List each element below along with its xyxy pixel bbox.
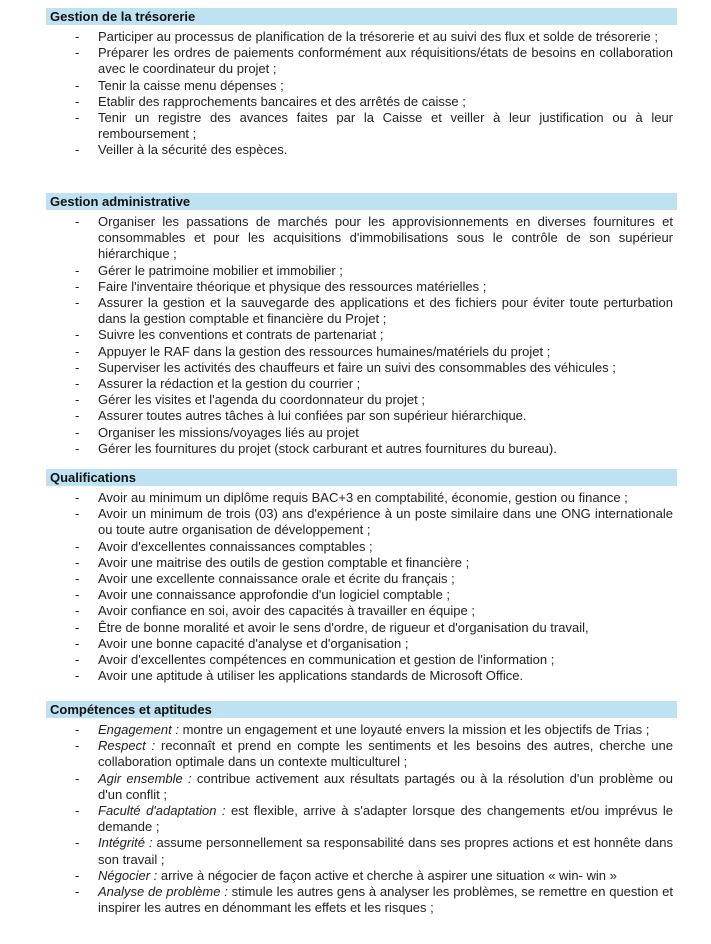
list-item: - Préparer les ordres de paiements conformément aux réquisitions/états de besoins en collaboration avec le coordinateur du projet ; [75,45,673,77]
list-item: - Faire l'inventaire théorique et physique des ressources matérielles ; [75,278,487,294]
bullet-list [0,29,711,159]
section-title: Gestion administrative [46,193,677,210]
item-term: Engagement : [98,722,179,737]
item-term: Négocier : [98,867,158,883]
bullet-list [0,214,711,457]
list-item: - Intégrité : assume personnellement sa responsabilité dans ses propres actions et est honnête dans son travail ; [75,835,673,867]
list-item: - Avoir un minimum de trois (03) ans d'expérience à un poste similaire dans une ONG internationale ou toute autre organisation de développement ; [75,506,673,538]
list-item: - Avoir d'excellentes connaissances comptables ; [75,538,373,554]
list-item: - Agir ensemble : contribue activement aux résultats partagés ou à la résolution d'un problème ou d'un conflit ; [75,770,673,802]
list-item: - Analyse de problème : stimule les autres gens à analyser les problèmes, se remettre en question et inspirer les autres en dénommant les effets et les risques ; [75,884,673,916]
item-term: Respect : [98,738,156,754]
list-item: - Organiser les passations de marchés pour les approvisionnements en diverses fournitures et consommables et pour les acquisitions d'immobilisations sous le contrôle de son supérieur hiérarchique ; [75,214,673,262]
list-item: - Assurer toutes autres tâches à lui confiées par son supérieur hiérarchique. [75,408,527,424]
bullet-list [0,490,711,684]
list-item: - Tenir la caisse menu dépenses ; [75,77,284,93]
section-title: Compétences et aptitudes [46,701,677,718]
section-title: Gestion de la trésorerie [46,8,677,25]
list-item: - Etablir des rapprochements bancaires et des arrêtés de caisse ; [75,93,466,109]
item-term: Intégrité : [98,835,153,851]
list-item: - Assurer la gestion et la sauvegarde des applications et des fichiers pour éviter toute perturbation dans la gestion comptable et financière du Projet ; [75,295,673,327]
list-item: - Appuyer le RAF dans la gestion des ressources humaines/matériels du projet ; [75,343,551,359]
list-item: - Gérer les fournitures du projet (stock carburant et autres fournitures du bureau). [75,440,557,456]
item-term: Faculté d'adaptation : [98,803,226,819]
section-title: Qualifications [46,469,677,486]
list-item: - Être de bonne moralité et avoir le sens d'ordre, de rigueur et d'organisation du travail, [75,619,589,635]
list-item: - Avoir une bonne capacité d'analyse et d'organisation ; [75,635,409,651]
list-item: - Respect : reconnaît et prend en compte les sentiments et les besoins des autres, cherche une collaboration optimale dans un contexte multiculturel ; [75,738,673,770]
list-item: - Avoir confiance en soi, avoir des capacités à travailler en équipe ; [75,603,475,619]
list-item: - Avoir une maitrise des outils de gestion comptable et financière ; [75,554,470,570]
list-item: - Participer au processus de planification de la trésorerie et au suivi des flux et solde de trésorerie ; [75,29,659,44]
list-item: - Suivre les conventions et contrats de partenariat ; [75,327,384,343]
list-item: - Gérer les visites et l'agenda du coordonnateur du projet ; [75,392,425,408]
item-term: Agir ensemble : [98,770,192,786]
list-item: - Avoir une excellente connaissance orale et écrite du français ; [75,571,455,587]
list-item: - Avoir une connaissance approfondie d'un logiciel comptable ; [75,587,451,603]
item-term: Analyse de problème : [98,884,228,900]
list-item: - Gérer le patrimoine mobilier et immobilier ; [75,262,343,278]
list-item: - Superviser les activités des chauffeurs et faire un suivi des consommables des véhicules ; [75,359,616,375]
list-item: - Tenir un registre des avances faites par la Caisse et veiller à leur justification ou à leur remboursement ; [75,110,673,142]
list-item: - Organiser les missions/voyages liés au projet [75,424,359,440]
list-item: - Engagement : montre un engagement et une loyauté envers la mission et les objectifs de Trias ; [75,722,650,737]
list-item: - Négocier : arrive à négocier de façon active et cherche à aspirer une situation « win- win » [75,867,617,883]
list-item: - Avoir au minimum un diplôme requis BAC+3 en comptabilité, économie, gestion ou finance ; [75,490,628,505]
list-item: - Faculté d'adaptation : est flexible, arrive à s'adapter lorsque des changements et/ou imprévus le demande ; [75,803,674,835]
list-item: - Avoir une aptitude à utiliser les applications standards de Microsoft Office. [75,668,524,684]
bullet-list [0,722,711,916]
list-item: - Assurer la rédaction et la gestion du courrier ; [75,376,361,392]
list-item: - Avoir d'excellentes compétences en communication et gestion de l'information ; [75,652,555,668]
list-item: - Veiller à la sécurité des espèces. [75,142,288,158]
